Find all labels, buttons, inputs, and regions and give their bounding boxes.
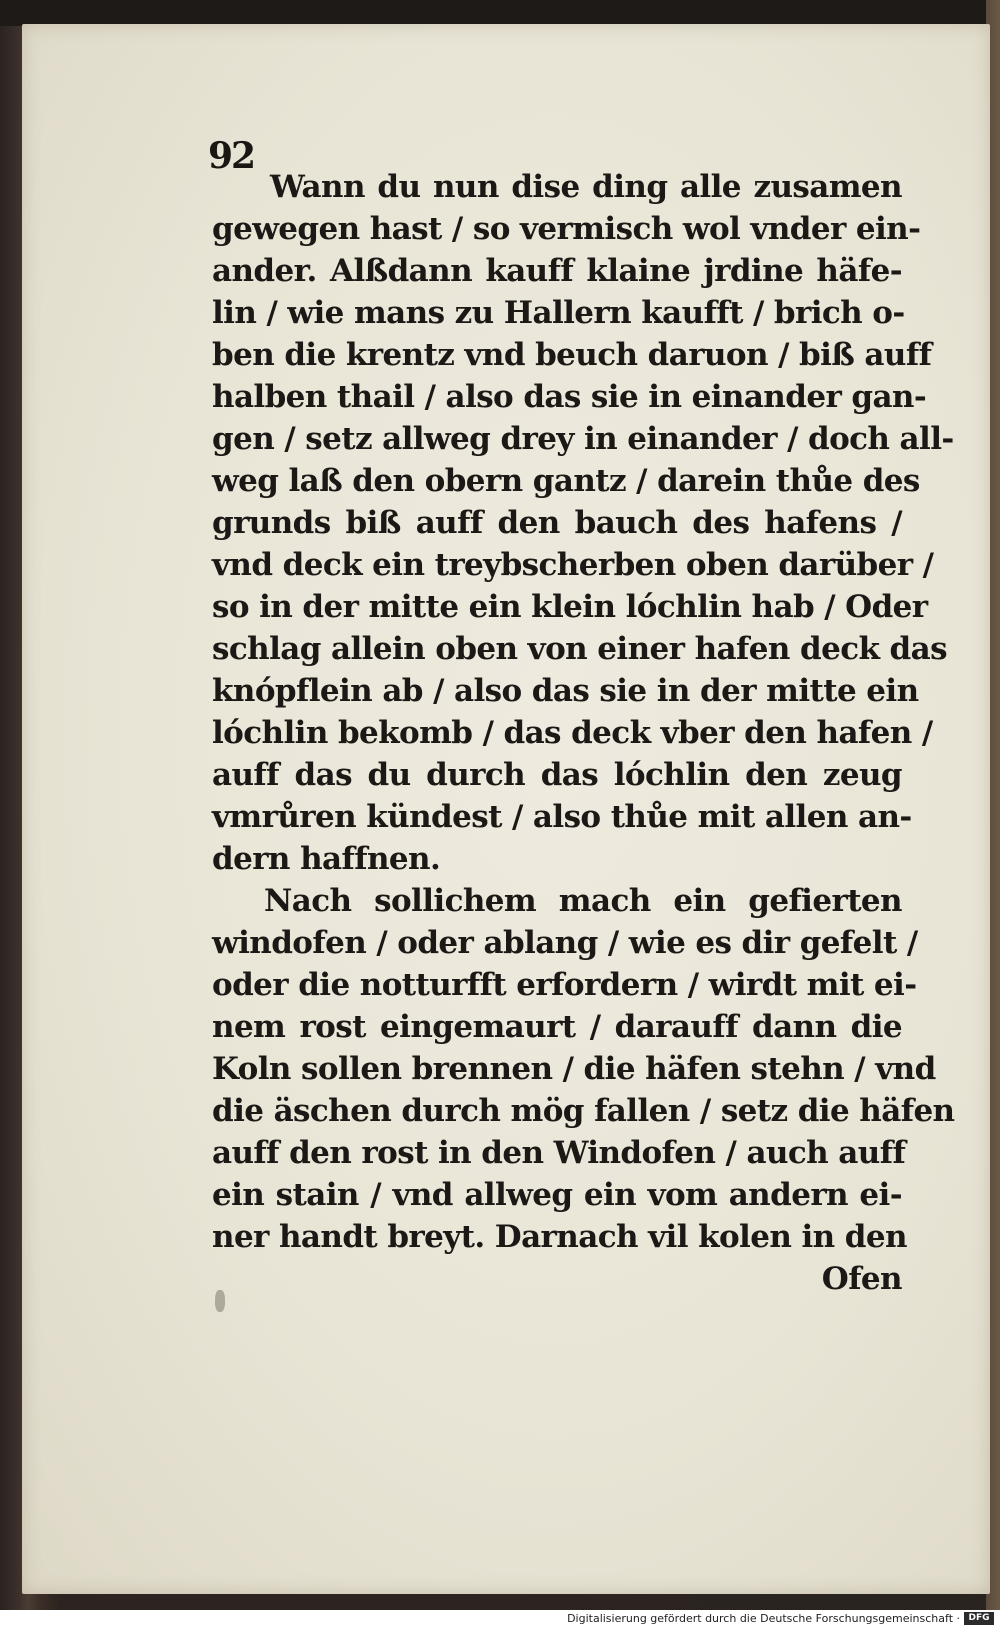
page-text (212, 166, 955, 1300)
text-line: auff das du durch das lóchlin den zeug (212, 757, 902, 793)
page-number: 92 (208, 135, 255, 177)
dfg-logo: DFG (964, 1612, 994, 1625)
text-line: gen / setz allweg drey in einander / doch all- (212, 421, 954, 457)
text-line: ben die krentz vnd beuch daruon / biß auff (212, 337, 932, 373)
text-line: schlag allein oben von einer hafen deck das (212, 631, 947, 667)
text-line: grunds biß auff den bauch des hafens / (212, 505, 902, 541)
text-line: vnd deck ein treybscherben oben darüber / (212, 547, 934, 583)
ink-smudge (215, 1290, 225, 1312)
text-line: ander. Alßdann kauff klaine jrdine häfe- (212, 253, 902, 289)
text-line: dern haffnen. (212, 841, 441, 877)
text-line: auff den rost in den Windofen / auch auff (212, 1135, 906, 1171)
scan-top-edge (0, 0, 1000, 26)
text-line: lin / wie mans zu Hallern kaufft / brich o- (212, 295, 905, 331)
text-line: so in der mitte ein klein lóchlin hab / Oder (212, 589, 928, 625)
text-line: Koln sollen brennen / die häfen stehn / vnd (212, 1051, 936, 1087)
text-line: vmrůren kündest / also thůe mit allen an- (212, 799, 912, 835)
text-line: nem rost eingemaurt / darauff dann die (212, 1009, 902, 1045)
text-line: knópflein ab / also das sie in der mitte ein (212, 673, 919, 709)
text-line: halben thail / also das sie in einander gan- (212, 379, 927, 415)
text-line: weg laß den obern gantz / darein thůe des (212, 463, 920, 499)
text-line: windofen / oder ablang / wie es dir gefelt / (212, 925, 918, 961)
text-line: ein stain / vnd allweg ein vom andern ei- (212, 1177, 902, 1213)
text-line: ner handt breyt. Darnach vil kolen in den (212, 1219, 907, 1255)
funding-credit: Digitalisierung gefördert durch die Deutsche Forschungsgemeinschaft · (567, 1612, 960, 1625)
catchword: Ofen (821, 1261, 902, 1297)
text-line: die äschen durch mög fallen / setz die häfen (212, 1093, 955, 1129)
text-line: oder die notturfft erfordern / wirdt mit ei- (212, 967, 917, 1003)
text-line: gewegen hast / so vermisch wol vnder ein- (212, 211, 921, 247)
text-line: lóchlin bekomb / das deck vber den hafen / (212, 715, 933, 751)
text-line: Wann du nun dise ding alle zusamen (270, 169, 902, 205)
text-line: Nach sollichem mach ein gefierten (264, 883, 902, 919)
footer-bar (0, 1610, 1000, 1628)
